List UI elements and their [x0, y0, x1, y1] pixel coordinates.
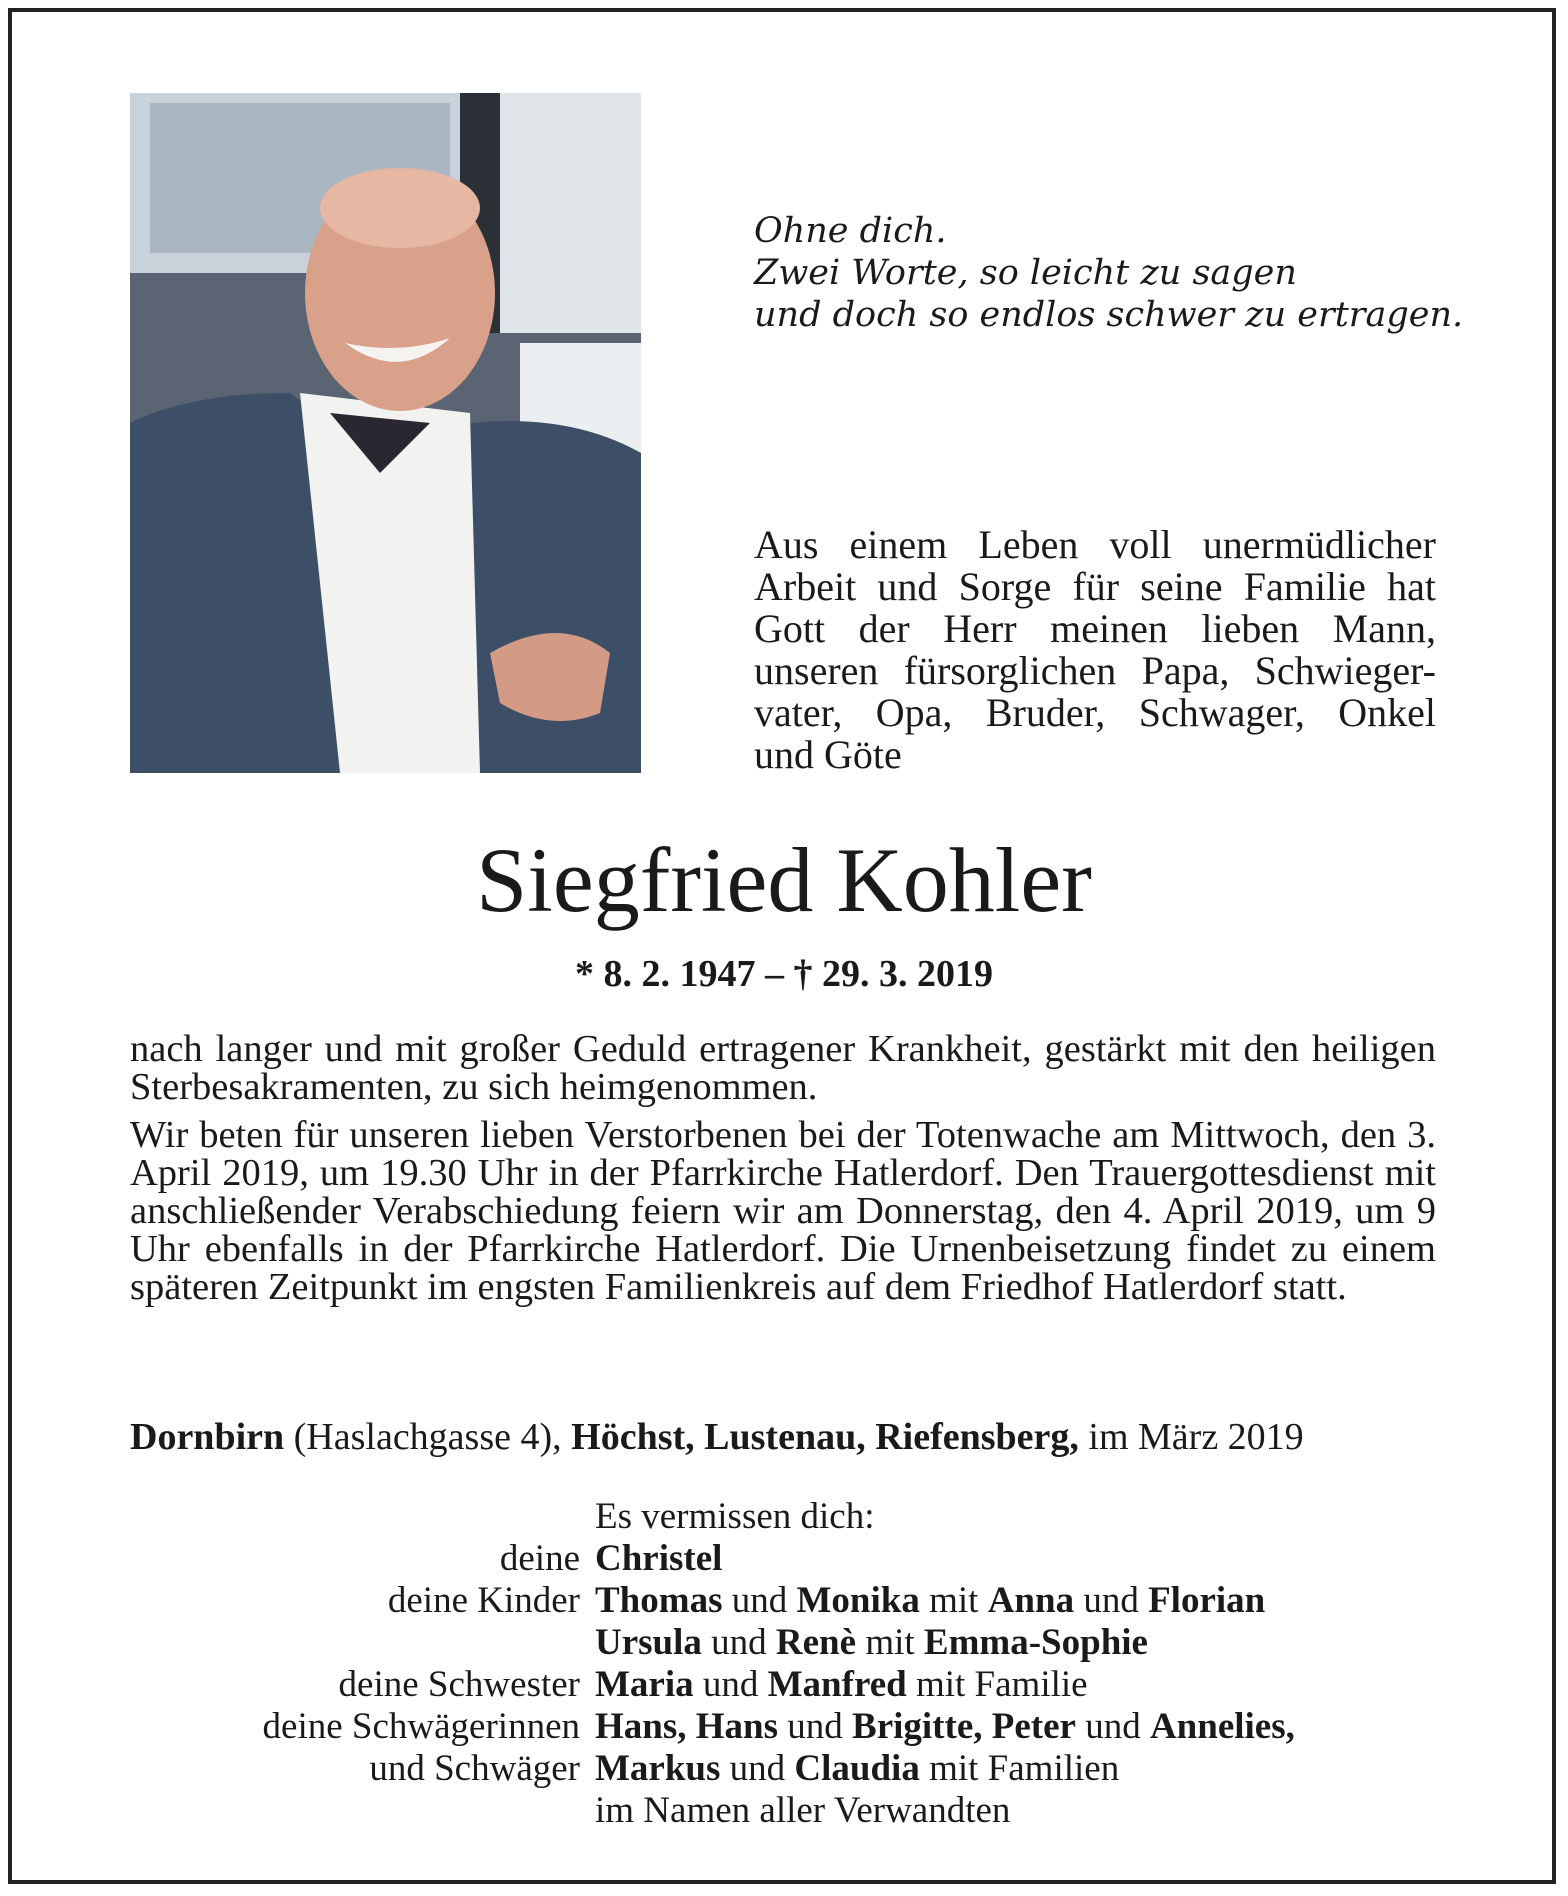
connector: mit Familie	[906, 1664, 1088, 1705]
place-bold: Dornbirn	[130, 1416, 285, 1458]
connector: mit	[856, 1622, 924, 1663]
intro-line: vater, Opa, Bruder, Schwager, Onkel	[754, 690, 1436, 735]
intro-line: Arbeit und Sorge für seine Familie hat	[754, 564, 1436, 609]
relation-label: deine Schwester	[338, 1664, 580, 1705]
notice-body	[130, 1030, 1436, 1316]
quote-line: Zwei Worte, so leicht zu sagen	[754, 253, 1297, 293]
mourner-row	[130, 1664, 1436, 1706]
mourner-name: Renè	[775, 1622, 857, 1663]
mourner-name: Claudia	[794, 1748, 920, 1789]
portrait-photo	[130, 93, 641, 773]
body-paragraph: nach langer und mit großer Geduld ertragener Krankheit, gestärkt mit den heiligen Sterbesakramenten, zu sich heimgenommen.	[130, 1028, 1436, 1108]
mourner-name: Florian	[1148, 1580, 1266, 1621]
relation-label: und Schwäger	[369, 1748, 580, 1789]
places-line	[130, 1415, 1436, 1459]
portrait-image	[130, 93, 641, 773]
quote-line: und doch so endlos schwer zu ertragen.	[754, 295, 1464, 335]
intro-line: und Göte	[754, 732, 902, 777]
mourner-row	[130, 1538, 1436, 1580]
mourner-name: Christel	[595, 1538, 723, 1579]
connector: und	[1075, 1706, 1150, 1747]
life-dates: * 8. 2. 1947 – † 29. 3. 2019	[575, 953, 993, 995]
mourners-list	[130, 1496, 1436, 1832]
relation-label: deine	[499, 1538, 580, 1579]
intro-line: unseren fürsorglichen Papa, Schwieger-	[754, 648, 1436, 693]
mourner-name: Markus	[595, 1748, 721, 1789]
mourner-name: Monika	[796, 1580, 920, 1621]
intro-line: Gott der Herr meinen lieben Mann,	[754, 606, 1436, 651]
quote-line: Ohne dich.	[754, 211, 947, 251]
connector: und	[778, 1706, 853, 1747]
intro-line: Aus einem Leben voll unermüdlicher	[754, 522, 1436, 567]
deceased-name: Siegfried Kohler	[476, 829, 1092, 931]
connector: und	[701, 1622, 776, 1663]
mourner-name: Thomas	[595, 1580, 723, 1621]
mourners-heading-row	[130, 1496, 1436, 1538]
mourner-name: Brigitte, Peter	[852, 1706, 1076, 1747]
mourner-name: Maria	[595, 1664, 694, 1705]
mourner-name: Hans, Hans	[595, 1706, 779, 1747]
mourner-name: Manfred	[767, 1664, 907, 1705]
connector: und	[720, 1748, 795, 1789]
mourner-row	[130, 1790, 1436, 1832]
mourner-row	[130, 1580, 1436, 1622]
connector: und	[693, 1664, 768, 1705]
intro-text	[754, 524, 1436, 776]
place-address: (Haslachgasse 4),	[284, 1416, 572, 1458]
relation-label: deine Schwägerinnen	[262, 1706, 580, 1747]
mourner-name: Annelies,	[1149, 1706, 1295, 1747]
mourners-heading: Es vermissen dich:	[595, 1496, 875, 1537]
relation-label: deine Kinder	[387, 1580, 580, 1621]
place-bold: Höchst, Lustenau, Riefensberg,	[571, 1416, 1079, 1458]
connector: und	[1074, 1580, 1149, 1621]
memorial-quote	[754, 210, 1464, 336]
mourner-row	[130, 1706, 1436, 1748]
connector: mit Familien	[919, 1748, 1120, 1789]
mourner-name: Ursula	[595, 1622, 702, 1663]
body-paragraph: Wir beten für unseren lieben Verstorbenen bei der Totenwache am Mittwoch, den 3. April 2019, um 19.30 Uhr in der Pfarrkirche Hatlerdorf. Den Trauergottesdienst mit anschließender Verabschiedung feiern wir am Donnerstag, den 4. April 2019, um 9 Uhr ebenfalls in der Pfarrkirche Hatlerdorf. Die Urnenbeisetzung findet zu einem späteren Zeitpunkt im engsten Familienkreis auf dem Friedhof Hatlerdorf statt.	[130, 1114, 1436, 1308]
mourner-row	[130, 1748, 1436, 1790]
mourner-name: Anna	[987, 1580, 1075, 1621]
place-date: im März 2019	[1078, 1416, 1304, 1458]
mourner-row	[130, 1622, 1436, 1664]
mourner-name: Emma-Sophie	[923, 1622, 1148, 1663]
connector: und	[722, 1580, 797, 1621]
closing-line: im Namen aller Verwandten	[595, 1790, 1011, 1831]
connector: mit	[919, 1580, 988, 1621]
